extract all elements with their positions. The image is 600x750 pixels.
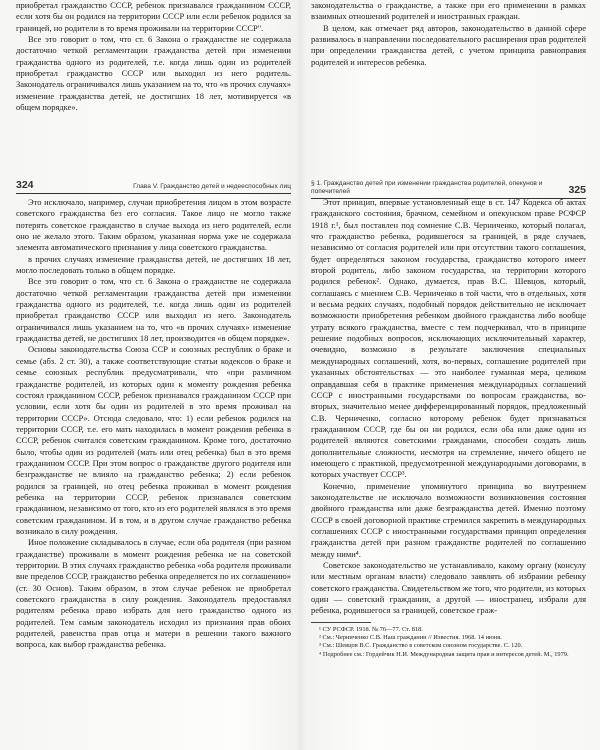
left-page-number: 324 [16, 179, 34, 191]
footnote-3: ³ См.: Шевцов В.С. Гражданство в советском союзном государстве. С. 120. [319, 642, 523, 650]
right-paragraph-1: Этот принцип, впервые установленный еще в ст. 147 Кодекса об актах гражданского состояния, брачном, семейном и опекунском праве РСФСР 1918 г.¹, был поставлен под сомнение С.В. Черниченко, который полагал, что гражданство ребенка, родившегося за границей, в ряде случаев, независимо от согласия родителей или при отсутствии такого соглашения, будет определяться законом государства, гражданство которого имеет второй родитель, либо законом государства, на территории которого родился ребенок². Однако, думается, прав В.С. Шевцов, который, соглашаясь с мнением С.В. Черниченко в той части, что в отдельных, хотя и весьма редких случаях, подобный порядок действительно не исключает возможности приобретения ребенком двойного гражданства либо вообще утрату всякого гражданства, вместе с тем подчеркивал, что в принципе решение подобных вопросов, исключающих исключительный характер, очевидно, возможно в результате заключения специальных международных соглашений, хотя, во-первых, соглашение родителей при указанных обстоятельствах — это наиболее гуманная мера, целиком оправдавшая себя в практике применения международных соглашений СССР с иностранными государствами по вопросам гражданства, во-вторых, значительно менее дифференцированный порядок, предложенный С.В. Черниченко, согласно которому ребенок будет признаваться гражданином СССР, где бы он ни родился, если оба или даже один из родителей являются советскими гражданами, способен создать лишь дополнительные сложности, несмотря на стремление, ничего общего не имеющего с практикой, предусмотренной международными договорами, в которых участвует СССР³. [311, 197, 586, 480]
footnote-2: ² См.: Черниченко С.В. Наш гражданин // Известия. 1968. 14 июня. [319, 634, 502, 642]
left-running-title: Глава V. Гражданство детей и недееспособных лиц [133, 183, 291, 190]
left-top-line-1: приобретал гражданство СССР, ребенок признавался гражданином СССР, если хотя бы он родился на территории СССР или если ребенок родился за границей, но родители в то время проживали на территории СССР". [16, 0, 291, 33]
right-running-title: § 1. Гражданство детей при изменении гражданства родителей, опекунов и попечителей [311, 180, 543, 195]
left-top-text [16, 0, 291, 113]
right-page [311, 0, 586, 750]
left-paragraph-5: Иное положение складывалось в случае, если оба родителя (при разном гражданстве) проживали в момент рождения ребенка не на советской территории. В этих случаях гражданство ребенка «оба родителя проживали вне пределов СССР, гражданство ребенка определяется по их соглашению» (ст. 30 Основ). Таким образом, в этом случае ребенок не приобретал советского гражданства в силу рождения. Законодатель предоставлял родителям ребенка право избрать для него гражданство одного из родителей. Тем самым законодатель исходил из признания прав обоих родителей, равенства прав отца и матери в решении такого важного вопроса, как выбор гражданства ребенка. [16, 537, 291, 650]
left-paragraph-3: Все это говорит о том, что ст. 6 Закона о гражданстве не содержала достаточно четкой регламентации гражданства детей при изменении гражданства одного из родителей, т.е. когда лишь один из родителей приобретал гражданство СССР или выходил из него. Законодатель ограничивался лишь указанием на то, что «в прочих случаях» изменение гражданства детей, не достигших 18 лет, производится «в общем порядке». [16, 276, 291, 344]
right-top-text [311, 0, 586, 68]
footnote-divider [311, 622, 371, 623]
left-page [16, 0, 291, 750]
left-top-line-2: Все это говорит о том, что ст. 6 Закона о гражданстве не содержала достаточно четкой регламентации гражданства детей при изменении гражданства одного из родителей, т.е. когда лишь один из родителей приобретал гражданство СССР или выходил из него родитель. Законодатель ограничивался лишь указанием на то, что «в прочих случаях» изменение гражданства детей, не достигших 18 лет, мотивируется «в общем порядке». [16, 34, 291, 113]
right-page-number: 325 [568, 184, 586, 196]
footnote-1: ¹ СУ РСФСР. 1918. № 76—77. Ст. 818. [319, 625, 423, 633]
left-running-header [16, 180, 291, 194]
right-paragraph-2: Конечно, применение упомянутого принципа во внутреннем законодательстве не исключало возможности возникновения состояния двойного гражданства или даже безгражданства детей. Именно поэтому СССР в своей договорной практике стремился закрепить в международных соглашениях СССР с иностранными государствами принцип определения гражданства детей при разном гражданстве родителей по соглашению между ними⁴. [311, 480, 586, 559]
left-paragraph-2: в прочих случаях изменение гражданства детей, не достигших 18 лет, могло последовать только в общем порядке. [16, 253, 291, 276]
left-body [16, 197, 291, 651]
left-paragraph-4: Основы законодательства Союза ССР и союзных республик о браке и семье (абз. 2 ст. 30), а также соответствующие статьи кодексов о браке и семье союзных республик предусматривали, что «при различном гражданстве родителей, из которых один к моменту рождения ребенка состоял гражданином СССР, ребенок признавался гражданином СССР при условии, если хотя бы один из родителей в это время проживал на территории СССР». Отсюда следовало, что: 1) если ребенок родился на территории СССР, т.е. его мать находилась в момент рождения ребенка в СССР, ребенок считался советским гражданином. Кроме того, достаточно было, чтобы один из родителей (мать или отец ребенка) был в это время гражданином СССР. При этом вопрос о гражданстве другого родителя или безгражданстве не влияло на гражданство ребенка; 2) если ребенок родился за границей, но отец ребенка проживал в момент рождения ребенка на территории СССР, ребенок признавался советским гражданином, независимо от того, кто из его родителей являлся в это время советским гражданином. И в том, и в другом случае гражданство ребенка возникало в силу рождения. [16, 344, 291, 536]
right-paragraph-3: Советское законодательство не устанавливало, какому органу (консулу или местным органам власти) следовало заявлять об избрании ребенку советского гражданства. Свидетельством же того, что родители, из которых один — советский гражданин, а другой — иностранец, избрали для ребенка, родившегося за границей, советское граж- [311, 560, 586, 616]
right-top-line-1: законодательства о гражданстве, а также при его применении в рамках взаимных отношений родителей и иностранных граждан. [311, 0, 586, 22]
footnote-4: ⁴ Подробнее см.: Гордейчик Н.И. Международная защита прав и интересов детей. М., 1979. [319, 650, 569, 658]
right-body [311, 197, 586, 659]
left-paragraph-1: Это исключало, например, случаи приобретения лицом в этом возрасте советского гражданства без его согласия. Такое лицо не могло также потерять советское гражданство в случае выхода из него родителей, если оно не желало этого. Таким образом, указанная норма уже не содержала элемента автоматического признания у лица советского гражданства. [16, 197, 291, 253]
right-top-line-2: В целом, как отмечает ряд авторов, законодательство в данной сфере развивалось в направлении последовательного расширения прав родителей при определении гражданства детей, с учетом принципа равноправия родителей и интересов ребенка. [311, 22, 586, 67]
